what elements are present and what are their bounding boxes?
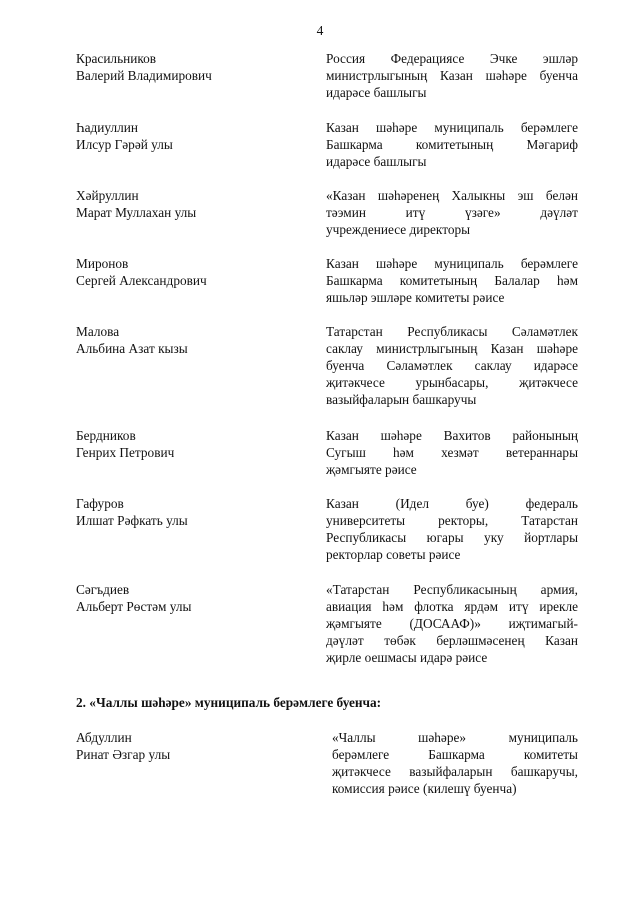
member-surname: Абдуллин — [76, 730, 132, 745]
position-line: тәэмин итү үзәге» дәүләт — [326, 205, 578, 220]
position-line: «Татарстан Республикасының армия, — [326, 582, 578, 597]
member-given-name: Илсур Гәрәй улы — [76, 137, 173, 152]
member-name — [76, 255, 296, 289]
position-line: Башкарма комитетының Балалар һәм — [326, 273, 578, 288]
member-given-name: Валерий Владимирович — [76, 68, 212, 83]
member-name — [76, 495, 296, 529]
member-given-name: Ринат Әзгар улы — [76, 747, 171, 762]
member-surname: Миронов — [76, 256, 129, 271]
position-line: Казан шәһәре Вахитов районының — [326, 428, 578, 443]
member-given-name: Альбина Азат кызы — [76, 341, 188, 356]
member-position — [326, 323, 578, 408]
member-surname: Һадиуллин — [76, 120, 138, 135]
member-surname: Бердников — [76, 428, 136, 443]
member-name — [76, 50, 296, 84]
page-number: 4 — [316, 23, 324, 38]
member-position — [326, 119, 578, 170]
position-line: буенча Сәламәтлек саклау идарәсе — [326, 358, 578, 373]
member-name — [76, 323, 296, 357]
member-given-name: Альберт Рөстәм улы — [76, 599, 192, 614]
position-line: «Чаллы шәһәре» муниципаль — [332, 730, 578, 745]
position-line: университеты ректоры, Татарстан — [326, 513, 578, 528]
position-line: җәмгыяте рәисе — [326, 462, 417, 477]
member-surname: Сәгъдиев — [76, 582, 130, 597]
position-line: берәмлеге Башкарма комитеты — [332, 747, 578, 762]
position-line: саклау министрлыгының Казан шәһәре — [326, 341, 578, 356]
position-line: Татарстан Республикасы Сәламәтлек — [326, 324, 578, 339]
member-given-name: Марат Муллахан улы — [76, 205, 197, 220]
position-line: идарәсе башлыгы — [326, 85, 427, 100]
position-line: Республикасы югары уку йортлары — [326, 530, 578, 545]
member-name — [76, 729, 296, 763]
position-line: Россия Федерациясе Эчке эшләр — [326, 51, 578, 66]
section-heading: 2. «Чаллы шәһәре» муниципаль берәмлеге буенча: — [76, 695, 382, 710]
position-line: яшьләр эшләре комитеты рәисе — [326, 290, 505, 305]
position-line: авиация һәм флотка ярдәм итү ирекле — [326, 599, 578, 614]
member-position — [326, 255, 578, 306]
position-line: министрлыгының Казан шәһәре буенча — [326, 68, 578, 83]
member-position — [326, 50, 578, 101]
position-line: Казан шәһәре муниципаль берәмлеге — [326, 256, 578, 271]
member-given-name: Илшат Рәфкать улы — [76, 513, 188, 528]
member-position — [326, 581, 578, 666]
member-position — [332, 729, 578, 797]
position-line: җитәкчесе вазыйфаларын башкаручы, — [332, 764, 578, 779]
position-line: Казан шәһәре муниципаль берәмлеге — [326, 120, 578, 135]
position-line: ректорлар советы рәисе — [326, 547, 461, 562]
position-line: дәүләт төбәк берләшмәсенең Казан — [326, 633, 578, 648]
member-surname: Гафуров — [76, 496, 124, 511]
position-line: җирле оешмасы идарә рәисе — [326, 650, 488, 665]
member-position — [326, 427, 578, 478]
member-surname: Хәйруллин — [76, 188, 139, 203]
position-line: Сугыш һәм хезмәт ветераннары — [326, 445, 578, 460]
member-given-name: Сергей Александрович — [76, 273, 207, 288]
position-line: идарәсе башлыгы — [326, 154, 427, 169]
member-name — [76, 187, 296, 221]
position-line: «Казан шәһәренең Халыкны эш белән — [326, 188, 578, 203]
position-line: Башкарма комитетының Мәгариф — [326, 137, 578, 152]
member-given-name: Генрих Петрович — [76, 445, 175, 460]
member-name — [76, 427, 296, 461]
member-name — [76, 119, 296, 153]
position-line: җәмгыяте (ДОСААФ)» иҗтимагый- — [326, 616, 578, 631]
member-position — [326, 187, 578, 238]
position-line: вазыйфаларын башкаручы — [326, 392, 477, 407]
position-line: учреждениесе директоры — [326, 222, 471, 237]
position-line: җитәкчесе урынбасары, җитәкчесе — [326, 375, 578, 390]
member-surname: Малова — [76, 324, 120, 339]
position-line: Казан (Идел буе) федераль — [326, 496, 578, 511]
member-name — [76, 581, 296, 615]
member-surname: Красильников — [76, 51, 157, 66]
member-position — [326, 495, 578, 563]
position-line: комиссия рәисе (килешү буенча) — [332, 781, 517, 796]
